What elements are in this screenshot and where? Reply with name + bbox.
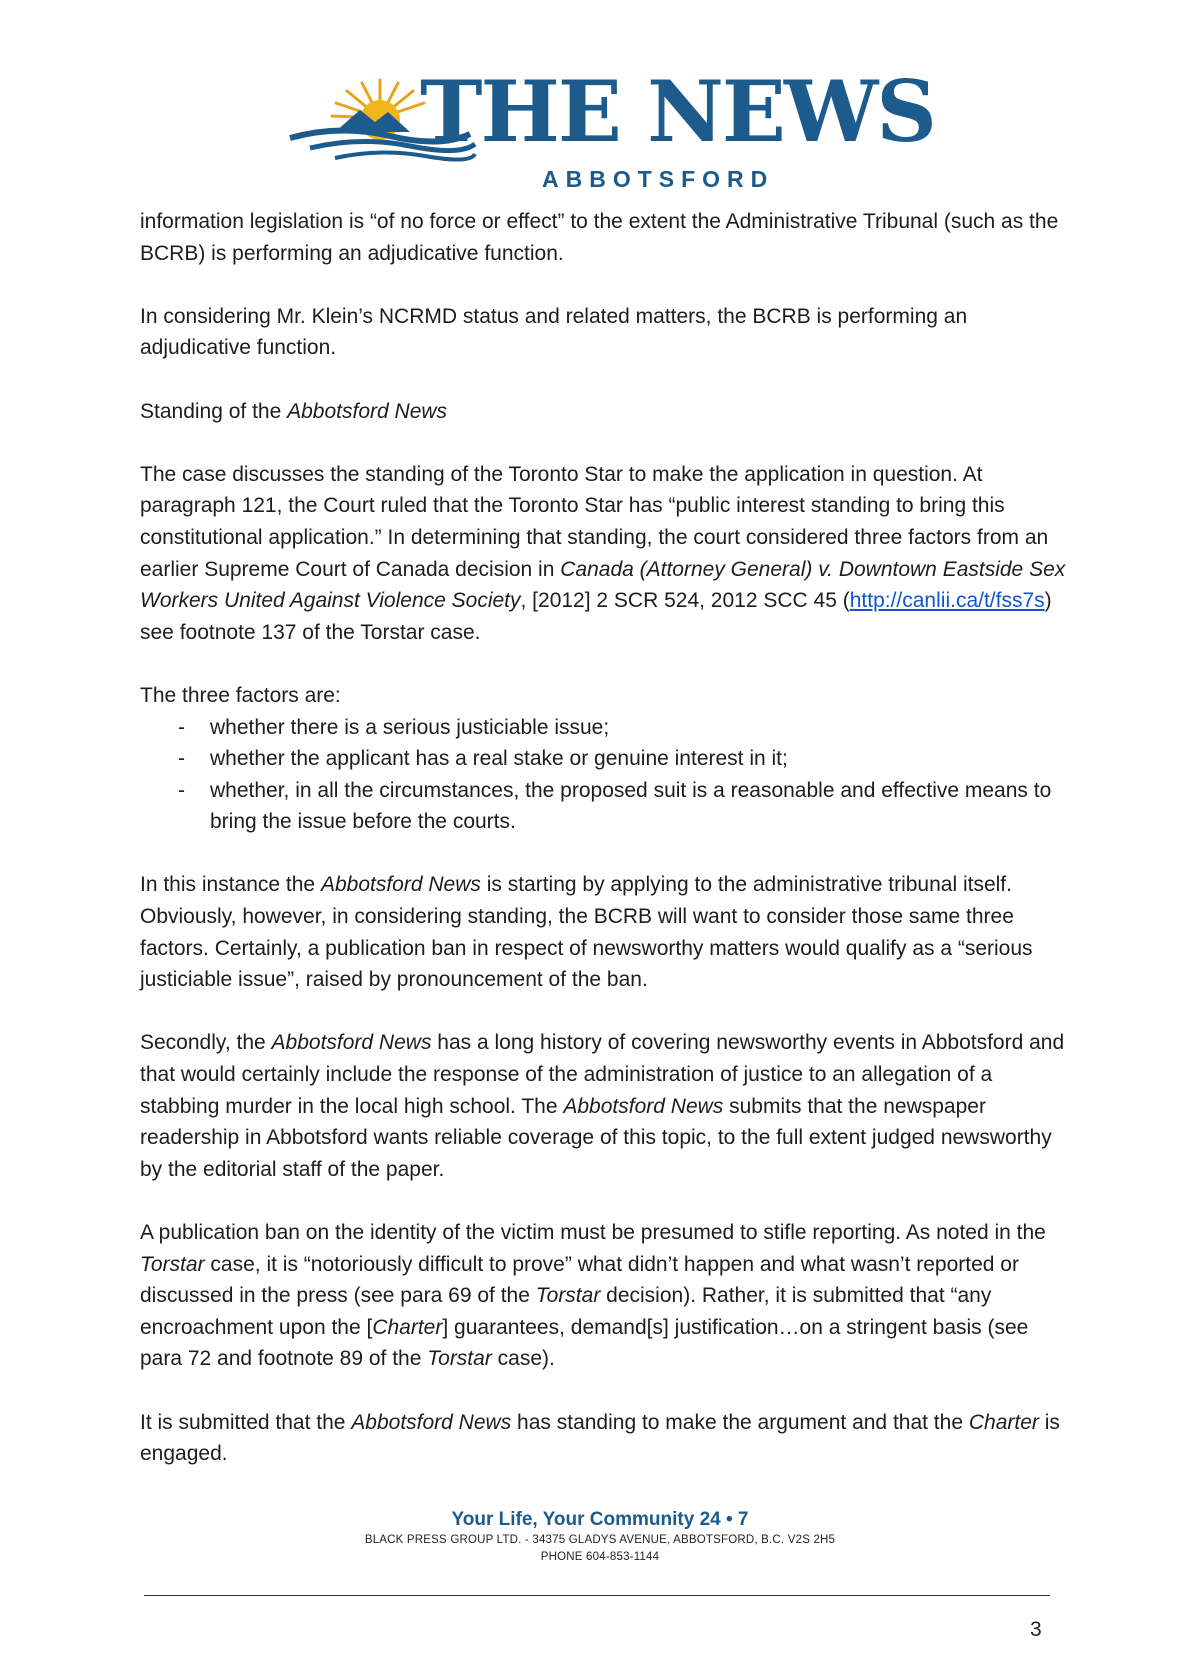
list-item [140,712,1070,744]
factors-intro: The three factors are: [140,683,341,707]
paragraph-2: In considering Mr. Klein’s NCRMD status and related matters, the BCRB is performing an adjudicative function. [140,304,968,360]
p6-text-a: A publication ban on the identity of the victim must be presumed to stifle reporting. As noted in the [140,1221,1046,1244]
footer-divider [144,1595,1050,1596]
p7-text-a: It is submitted that the [140,1410,352,1434]
p5-text-c: submits that the newspaper readership in Abbotsford wants reliable coverage of this topic, to the full extent judged newsworthy by the editorial staff of the paper. [140,1094,1052,1181]
p6-italic-3: Charter [372,1315,443,1339]
p6-text-b: case, it is “notoriously difficult to prove” what didn’t happen and what wasn’t reported or discussed in the press (see para 69 of the [140,1252,1019,1308]
heading-italic: Abbotsford News [287,399,448,423]
p6-italic-2: Torstar [535,1284,601,1308]
bullet-dash: - [178,747,185,771]
p4-text-b: is starting by applying to the administrative tribunal itself. Obviously, however, in considering standing, the BCRB will want to consider those same three factors. Certainly, a publication ban in respect of newsworthy matters would qualify as a “serious justiciable issue”, raised by pronouncement of the ban. [140,873,1033,992]
p5-text-b: has a long history of covering newsworthy events in Abbotsford and that would certainly include the response of the administration of justice to an allegation of a stabbing murder in the local high school. The [140,1031,1065,1118]
paragraph-7 [140,1407,1070,1470]
p5-italic-2: Abbotsford News [563,1094,724,1118]
p7-italic-2: Charter [968,1410,1039,1434]
paragraph-1: information legislation is “of no force or effect” to the extent the Administrative Tribunal (such as the BCRB) is performing an adjudicative function. [140,210,1059,265]
p6-text-d: ] guarantees, demand[s] justification…on a stringent basis (see para 72 and footnote 89 of the [140,1315,1029,1371]
section-heading [140,396,1070,428]
list-item-text: whether, in all the circumstances, the proposed suit is a reasonable and effective means to bring the issue before the courts. [210,778,1052,834]
masthead-subtitle: ABBOTSFORD [542,166,775,192]
p4-text-a: In this instance the [140,873,321,897]
p5-italic-1: Abbotsford News [271,1031,432,1055]
paragraph-5 [140,1027,1070,1185]
heading-prefix: Standing of the [140,399,288,423]
masthead-title: THE NEWS [420,62,935,161]
bullet-dash: - [178,715,185,739]
list-item [140,743,1070,775]
p6-text-c: decision). Rather, it is submitted that “any encroachment upon the [ [140,1284,992,1339]
list-item-text: whether the applicant has a real stake or genuine interest in it; [210,747,788,771]
paragraph-6 [140,1217,1070,1375]
p3-text-c: ) see footnote 137 of the Torstar case. [140,589,1052,644]
p7-text-b: has standing to make the argument and that the [511,1410,969,1434]
case-name: Canada (Attorney General) v. Downtown Eastside Sex Workers United Against Violence Society [140,557,1066,613]
paragraph-4 [140,869,1070,995]
page-footer [0,1508,1200,1566]
list-item [140,775,1070,838]
paragraph-3 [140,459,1070,649]
p7-italic-1: Abbotsford News [351,1410,512,1434]
p6-text-e: case). [491,1347,555,1371]
p3-text-b: , [2012] 2 SCR 524, 2012 SCC 45 ( [520,589,850,613]
p7-text-c: is engaged. [140,1410,1060,1466]
p5-text-a: Secondly, the [140,1031,272,1055]
factors-list [140,712,1070,838]
bullet-dash: - [178,778,185,802]
footer-phone: PHONE 604-853-1144 [540,1551,660,1563]
footer-address: BLACK PRESS GROUP LTD. - 34375 GLADYS AVENUE, ABBOTSFORD, B.C. V2S 2H5 [364,1534,836,1546]
p4-italic: Abbotsford News [320,873,481,897]
list-item-text: whether there is a serious justiciable issue; [210,715,610,739]
document-body [140,206,1070,1501]
canlii-link[interactable]: http://canlii.ca/t/fss7s [849,589,1045,613]
masthead-logo [300,62,935,195]
p6-italic-1: Torstar [140,1252,205,1276]
footer-tagline: Your Life, Your Community 24 • 7 [451,1509,749,1530]
p6-italic-4: Torstar [427,1347,492,1371]
page-number: 3 [1030,1618,1042,1641]
p3-text-a: The case discusses the standing of the Toronto Star to make the application in question. At paragraph 121, the Court ruled that the Toronto Star has “public interest standing to bring this constitutional application.” In determining that standing, the court considered three factors from an earlier Supreme Court of Canada decision in [140,462,1049,581]
